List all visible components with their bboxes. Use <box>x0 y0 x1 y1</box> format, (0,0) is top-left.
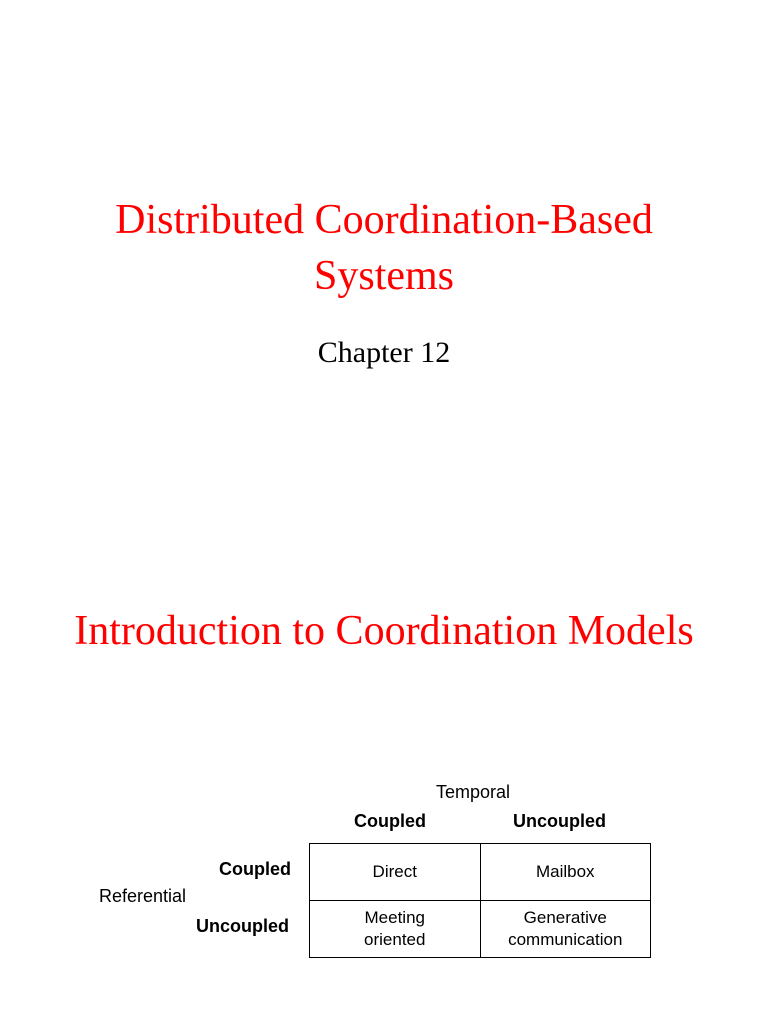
grid-row-coupled <box>310 844 651 901</box>
cell-direct: Direct <box>310 844 481 901</box>
referential-axis-label: Referential <box>99 886 187 906</box>
temporal-axis-label: Temporal <box>436 782 511 802</box>
cell-generative-communication-line-1: Generative <box>523 908 607 927</box>
coordination-models-grid <box>309 843 651 958</box>
cell-generative-communication <box>480 901 651 958</box>
row-header-uncoupled: Uncoupled <box>196 916 289 936</box>
cell-meeting-oriented <box>310 901 481 958</box>
cell-meeting-oriented-line-1: Meeting <box>364 908 425 927</box>
slide-title <box>0 192 768 304</box>
cell-meeting-oriented-line-2: oriented <box>364 930 426 949</box>
section-title: Introduction to Coordination Models <box>74 608 694 654</box>
chapter-subtitle: Chapter 12 <box>317 336 451 369</box>
slide-title-line-1: Distributed Coordination-Based <box>115 197 653 243</box>
column-header-uncoupled: Uncoupled <box>513 811 606 831</box>
row-header-coupled: Coupled <box>219 859 291 879</box>
column-header-coupled: Coupled <box>354 811 426 831</box>
grid-row-uncoupled <box>310 901 651 958</box>
cell-mailbox: Mailbox <box>480 844 651 901</box>
slide-title-line-2: Systems <box>313 253 455 299</box>
cell-generative-communication-line-2: communication <box>508 930 623 949</box>
